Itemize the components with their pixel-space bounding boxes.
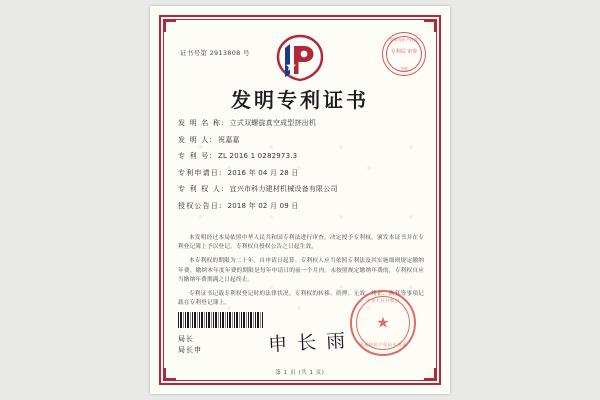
field-value: 祝嘉嘉 (218, 135, 240, 144)
seal-bottom-text: 中国 (400, 67, 408, 71)
seal-top-text: 国家知识产权局 (390, 38, 418, 42)
seal-center-text: 专利局 审查 (390, 49, 418, 55)
field-value: 立式双螺旋真空成型挤出机 (229, 119, 317, 127)
field-label: 专利申请日: (178, 168, 223, 177)
verification-seal-icon (382, 32, 426, 76)
official-seal-icon (350, 290, 416, 356)
field-label: 发 明 名 称: (178, 119, 225, 127)
barcode (178, 312, 264, 328)
field-label: 授权公告日: (178, 201, 223, 210)
field-value: 宜兴市科力建材机械设备有限公司 (229, 185, 338, 193)
signer-block (178, 334, 202, 356)
body-paragraph: 本发明经过本局依照中华人民共和国专利法进行审查，决定授予专利权，颁发本证书并在专利登记簿上予以登记。专利权自授权公告之日起生效。 (178, 235, 424, 251)
corner-ornament-top-left (164, 20, 176, 32)
corner-ornament-top-right (424, 20, 436, 32)
official-seal-bottom-text: 国家知识产权局专用章 (359, 342, 407, 347)
signer-label-line1: 局长 (178, 335, 194, 343)
field-row (178, 135, 424, 145)
field-value: ZL 2016 1 0282973.3 (218, 152, 298, 160)
star-icon: ★ (376, 313, 390, 332)
patent-certificate (150, 6, 450, 394)
field-row (178, 168, 424, 178)
field-label: 发 明 人: (178, 135, 214, 144)
body-paragraph: 专利证书记载专利权登记时的法律状况。专利权的转移、质押、无效、终止、恢复等事项记载在专利登记簿上。 (178, 291, 424, 307)
signer-label-line2: 局长申 (178, 346, 202, 354)
page-footer: 第 1 页 (共 1 页) (275, 370, 325, 376)
field-value: 2018 年 02 月 09 日 (227, 201, 299, 210)
field-row (178, 151, 424, 161)
official-seal-top-text: 中华人民共和国 (366, 298, 400, 303)
page-title: 发明专利证书 (231, 88, 369, 112)
field-label: 专 利 号: (178, 152, 214, 160)
field-row (178, 201, 424, 211)
field-value: 2016 年 04 月 28 日 (227, 168, 299, 177)
patent-office-emblem-icon (270, 34, 330, 88)
signature: 申 长 雨 (267, 329, 348, 357)
field-list (178, 118, 424, 217)
field-label: 专 利 权 人: (178, 185, 225, 193)
certificate-number: 证书号第 2913808 号 (180, 49, 250, 57)
body-paragraph: 本专利权的期限为二十年，自申请日起算。专利权人应当依照专利法及其实施细则规定缴纳年费。缴纳本年度年费的期限是每年申请日的前一个月内。未按照规定缴纳年费的，专利权自应当缴纳年费期满之日起终止。 (178, 258, 424, 283)
field-row (178, 118, 424, 128)
field-row (178, 184, 424, 194)
